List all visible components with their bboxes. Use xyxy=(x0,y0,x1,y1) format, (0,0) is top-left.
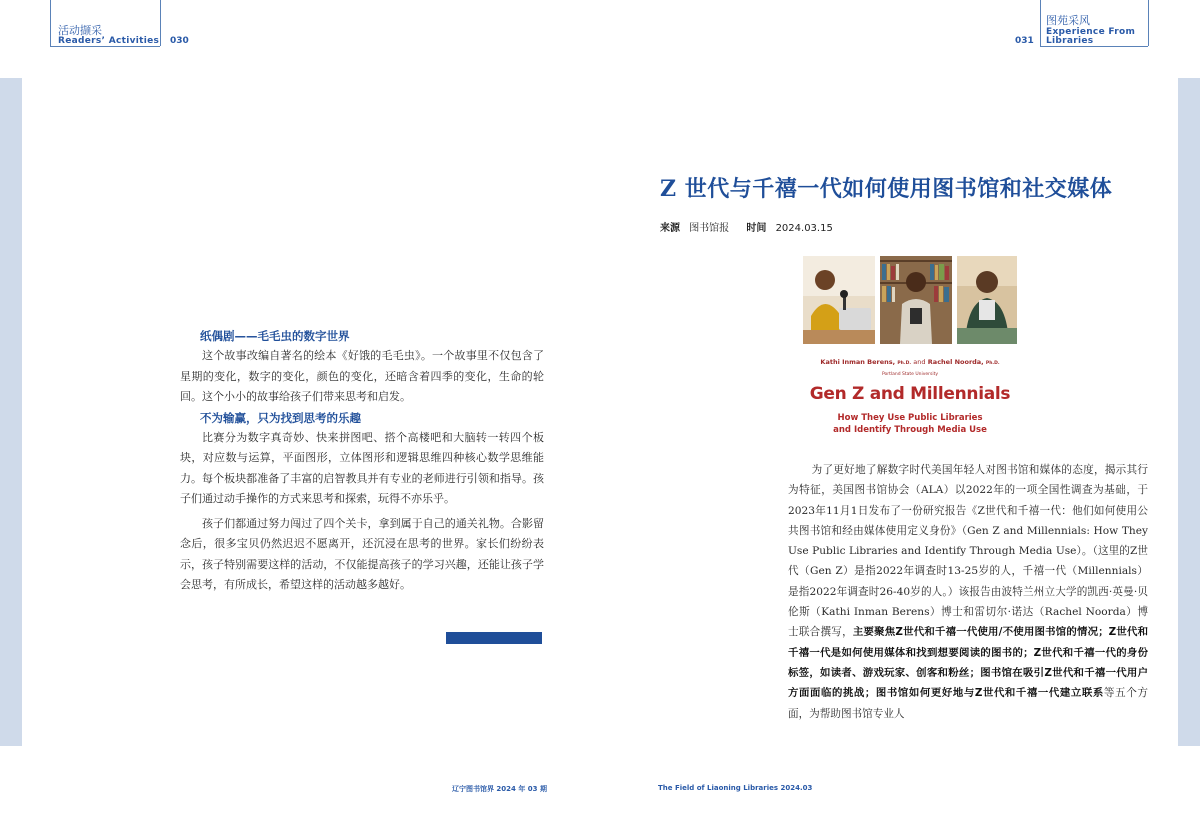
header-baseline-right xyxy=(1040,46,1148,47)
article-meta xyxy=(660,219,833,234)
cover-author-1-degree: Ph.D. xyxy=(897,361,912,366)
article-title: Z 世代与千禧一代如何使用图书馆和社交媒体 xyxy=(660,176,1113,202)
header-section-cn-right: 图苑采风 xyxy=(1046,14,1090,27)
cover-book-subtitle xyxy=(800,412,1020,436)
cover-book-title: Gen Z and Millennials xyxy=(809,384,1011,404)
footer-right: The Field of Liaoning Libraries 2024.03 xyxy=(658,784,813,792)
paragraph-1: 这个故事改编自著名的绘本《好饿的毛毛虫》。一个故事里不仅包含了星期的变化，数字的变化，颜色的变化，还暗含着四季的变化，生命的轮回。这个小小的故事给孩子们带来思考和启发。 xyxy=(180,349,544,403)
header-rule-right-mid xyxy=(1040,0,1041,46)
cover-photo-library xyxy=(880,256,952,344)
cover-subtitle-line-1: How They Use Public Libraries xyxy=(837,413,983,423)
cover-author-2-degree: Ph.D. xyxy=(985,361,1000,366)
page-number-right: 031 xyxy=(1015,36,1034,46)
right-side-band xyxy=(1178,78,1200,746)
cover-authors xyxy=(800,358,1020,366)
source-label: 来源 xyxy=(660,223,680,234)
cover-subtitle-line-2: and Identify Through Media Use xyxy=(833,425,987,435)
footer-left: 辽宁图书馆界 2024 年 03 期 xyxy=(452,785,547,793)
cover-affiliation: Portland State University xyxy=(881,372,939,377)
page-number-left: 030 xyxy=(170,36,189,46)
cover-author-2: Rachel Noorda, xyxy=(927,358,984,366)
header-section-en-right-2: Libraries xyxy=(1046,36,1094,46)
left-article xyxy=(180,326,544,596)
section-heading-2: 不为输赢，只为找到思考的乐趣 xyxy=(200,410,361,425)
section-heading-1: 纸偶剧——毛毛虫的数字世界 xyxy=(200,329,350,343)
paragraph-2: 比赛分为数字真奇妙、快来拼图吧、搭个高楼吧和大脑转一转四个板块，对应数与运算，平面图形，立体图形和逻辑思维四种核心数学思维能力。每个板块都准备了丰富的启智教具并有专业的老师进行引领和指导。孩子们通过动手操作的方式来思考和探索，玩得不亦乐乎。 xyxy=(180,430,544,505)
date-value: 2024.03.15 xyxy=(775,223,833,234)
header-rule-left xyxy=(50,0,51,46)
header-section-en-left: Readers’ Activities xyxy=(58,36,160,46)
paragraph-3: 孩子们都通过努力闯过了四个关卡，拿到属于自己的通关礼物。合影留念后，很多宝贝仍然迟迟不愿离开，还沉浸在思考的世界。家长们纷纷表示，孩子特别需要这样的活动，不仅能提高孩子的学习兴趣，还能让孩子学会思考，有所成长，希望这样的活动越多越好。 xyxy=(180,516,544,591)
source-value: 图书馆报 xyxy=(689,223,730,234)
cover-photo-podcast xyxy=(803,256,875,344)
header-baseline-left xyxy=(50,46,160,47)
header-rule-right xyxy=(1148,0,1149,46)
header-section-en-right-1: Experience From xyxy=(1046,27,1136,37)
decorative-blue-bar xyxy=(446,632,542,644)
body-text-2: 等五个方面，为帮助图书馆专业人 xyxy=(788,687,1149,720)
right-paragraph xyxy=(788,460,1148,724)
left-side-band xyxy=(0,78,22,746)
header-rule-left-mid xyxy=(160,0,161,46)
cover-authors-and: and xyxy=(913,358,926,366)
right-article-body xyxy=(788,460,1148,724)
body-text-1: 为了更好地了解数字时代美国年轻人对图书馆和媒体的态度，揭示其行为特征，美国图书馆协会（ALA）以2022年的一项全国性调查为基础，于2023年11月1日发布了一份研究报告《Z世代和千禧一代：他们如何使用公共图书馆和经由媒体使用定义身份》（Gen Z and Millennials: How They Use Public Libraries and Identify Through Media Use）。（这里的Z世代（Gen Z）是指2022年调查时13-25岁的人，千禧一代（Millennials）是指2022年调查时26-40岁的人。）该报告由波特兰州立大学的凯西·英曼·贝伦斯（Kathi Inman Berens）博士和雷切尔·诺达（Rachel Noorda）博士联合撰写， xyxy=(788,464,1148,639)
body-text-bold: 主要聚焦Z世代和千禧一代使用/不使用图书馆的情况；Z世代和千禧一代是如何使用媒体和找到想要阅读的图书的；Z世代和千禧一代的身份标签，如读者、游戏玩家、创客和粉丝；图书馆在吸引Z世代和千禧一代用户方面面临的挑战；图书馆如何更好地与Z世代和千禧一代建立联系 xyxy=(788,626,1148,700)
header-section-cn-left: 活动撷采 xyxy=(58,24,102,37)
date-label: 时间 xyxy=(746,223,767,234)
cover-photo-young-man xyxy=(957,256,1017,344)
cover-author-1: Kathi Inman Berens, xyxy=(820,358,896,366)
report-cover-image xyxy=(800,256,1020,446)
